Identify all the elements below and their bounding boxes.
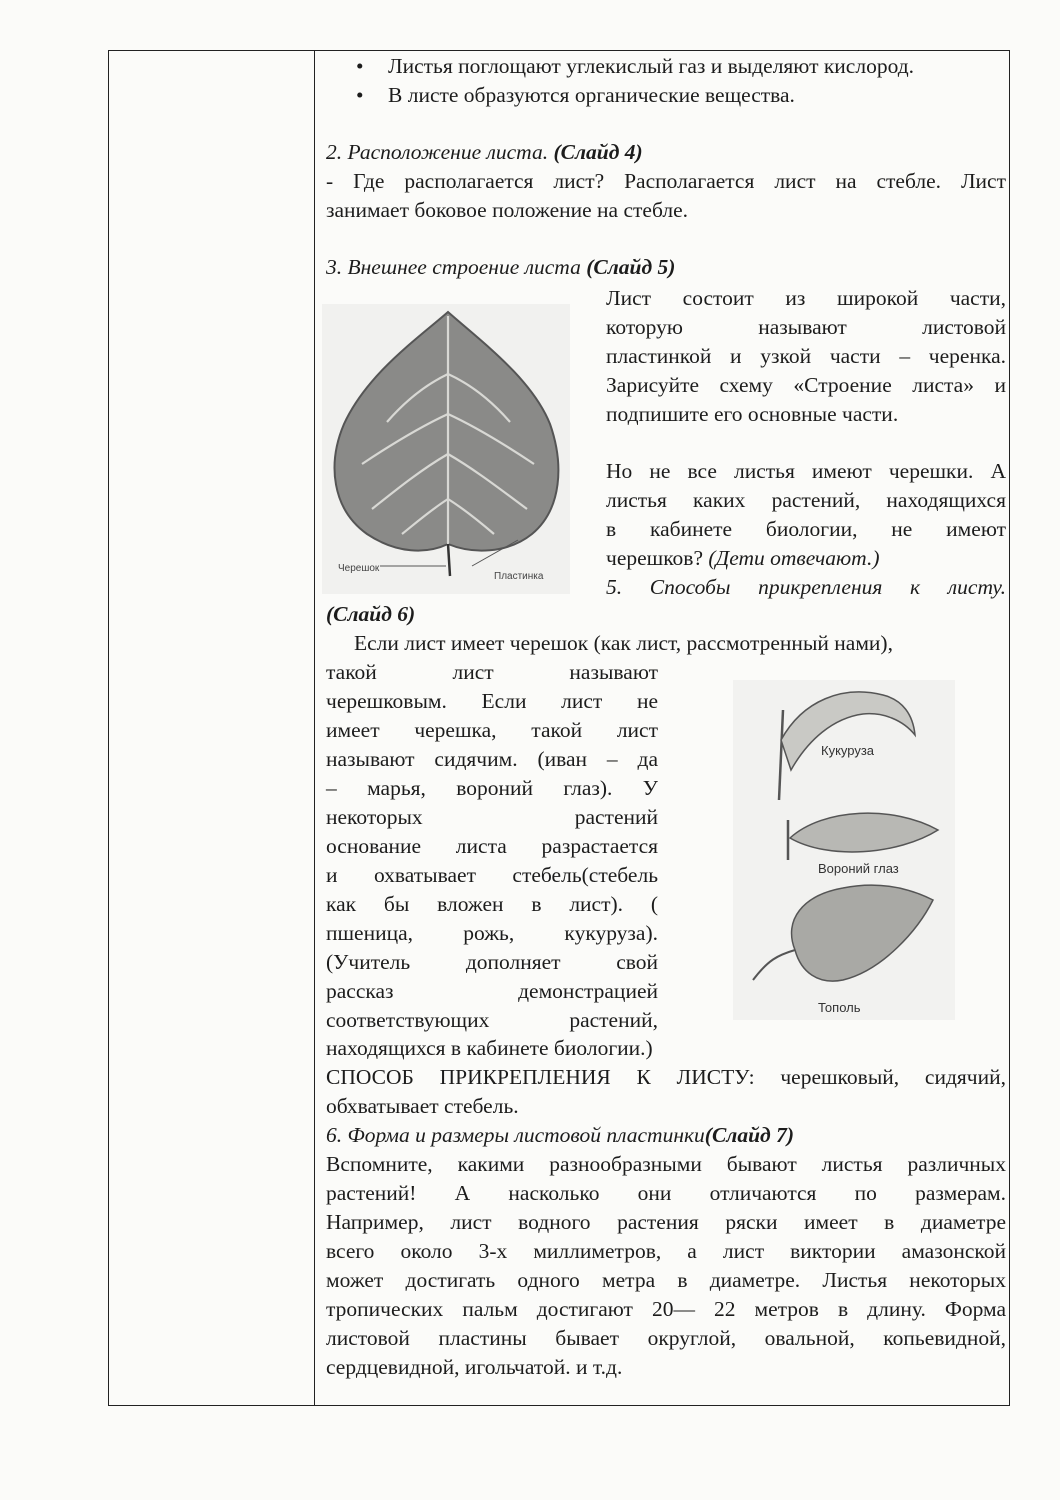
paragraph-line: находящихся в кабинете биологии.)	[326, 1036, 653, 1060]
paragraph-line: сердцевидной, игольчатой. и т.д.	[326, 1355, 623, 1379]
paragraph-line: Лист состоит из широкой части,	[606, 286, 1006, 310]
paragraph-line: Если лист имеет черешок (как лист, рассмотренный нами),	[354, 631, 893, 655]
section5-start	[326, 600, 1006, 658]
paragraph-line: имеет черешка, такой лист	[326, 718, 658, 742]
section-heading: 5. Способы прикрепления к листу.	[606, 575, 1006, 599]
paragraph-line: рассказ демонстрацией	[326, 979, 658, 1003]
section-heading: 6. Форма и размеры листовой пластинки(Слайд 7)	[326, 1123, 794, 1147]
paragraph-line: – марья, вороний глаз). У	[326, 776, 658, 800]
paragraph-line: (Учитель дополняет свой	[326, 950, 658, 974]
bullet-item: • Листья поглощают углекислый газ и выделяют кислород.	[356, 54, 915, 78]
section-heading: 2. Расположение листа. (Слайд 4)	[326, 140, 643, 164]
paragraph-line: может достигать одного метра в диаметре. Листья некоторых	[326, 1268, 1006, 1292]
label-paris: Вороний глаз	[818, 861, 899, 876]
paragraph-line: в кабинете биологии, не имеют	[606, 517, 1006, 541]
paragraph-line: СПОСОБ ПРИКРЕПЛЕНИЯ К ЛИСТУ: черешковый, сидячий,	[326, 1065, 1006, 1089]
attachment-text	[326, 658, 658, 1035]
slide-ref: (Слайд 6)	[326, 602, 416, 626]
paragraph-line: Но не все листья имеют черешки. А	[606, 459, 1006, 483]
leaf-label-petiole: Черешок	[338, 563, 380, 574]
leaf-attachment-figure	[733, 680, 955, 1020]
paragraph-line: обхватывает стебель.	[326, 1094, 519, 1118]
leaf-structure-figure	[322, 304, 570, 594]
table-column-divider	[314, 50, 315, 1406]
section-heading: 3. Внешнее строение листа (Слайд 5)	[326, 255, 676, 279]
paragraph-line: основание листа разрастается	[326, 834, 658, 858]
leaf-structure-text	[606, 284, 1006, 602]
label-poplar: Тополь	[818, 1000, 861, 1015]
paragraph-line: растений! А насколько они отличаются по размерам.	[326, 1181, 1006, 1205]
paragraph-line: листья каких растений, находящихся	[606, 488, 1006, 512]
paragraph-line: занимает боковое положение на стебле.	[326, 198, 689, 222]
paragraph-line: и охватывает стебель(стебель	[326, 863, 658, 887]
paragraph-line: которую называют листовой	[606, 315, 1006, 339]
paragraph-line: тропических пальм достигают 20— 22 метров в длину. Форма	[326, 1297, 1006, 1321]
paragraph-line: Вспомните, какими разнообразными бывают листья различных	[326, 1152, 1006, 1176]
paragraph-line: соответствующих растений,	[326, 1008, 658, 1032]
paragraph-line: черешковым. Если лист не	[326, 689, 658, 713]
paragraph-line: некоторых растений	[326, 805, 658, 829]
paragraph-line: листовой пластины бывает округлой, овальной, копьевидной,	[326, 1326, 1006, 1350]
paragraph-line: - Где располагается лист? Располагается лист на стебле. Лист	[326, 169, 1006, 193]
label-corn: Кукуруза	[821, 743, 875, 758]
paragraph-line: Например, лист водного растения ряски имеет в диаметре	[326, 1210, 1006, 1234]
paragraph-line: подпишите его основные части.	[606, 402, 899, 426]
paragraph-line: пластинкой и узкой части – черенка.	[606, 344, 1006, 368]
paragraph-line: черешков? (Дети отвечают.)	[606, 546, 880, 570]
bullet-item: • В листе образуются органические вещества.	[356, 83, 795, 107]
paragraph-line: такой лист называют	[326, 660, 658, 684]
paragraph-line: Зарисуйте схему «Строение листа» и	[606, 373, 1006, 397]
paragraph-line: называют сидячим. (иван – да	[326, 747, 658, 771]
leaf-label-blade: Пластинка	[494, 571, 544, 582]
paragraph-line: как бы вложен в лист). (	[326, 892, 658, 916]
paragraph-line: пшеница, рожь, кукуруза).	[326, 921, 658, 945]
section5-end	[326, 1034, 1006, 1382]
paragraph-line: всего около 3-х миллиметров, а лист виктории амазонской	[326, 1239, 1006, 1263]
content-column	[326, 52, 1006, 282]
